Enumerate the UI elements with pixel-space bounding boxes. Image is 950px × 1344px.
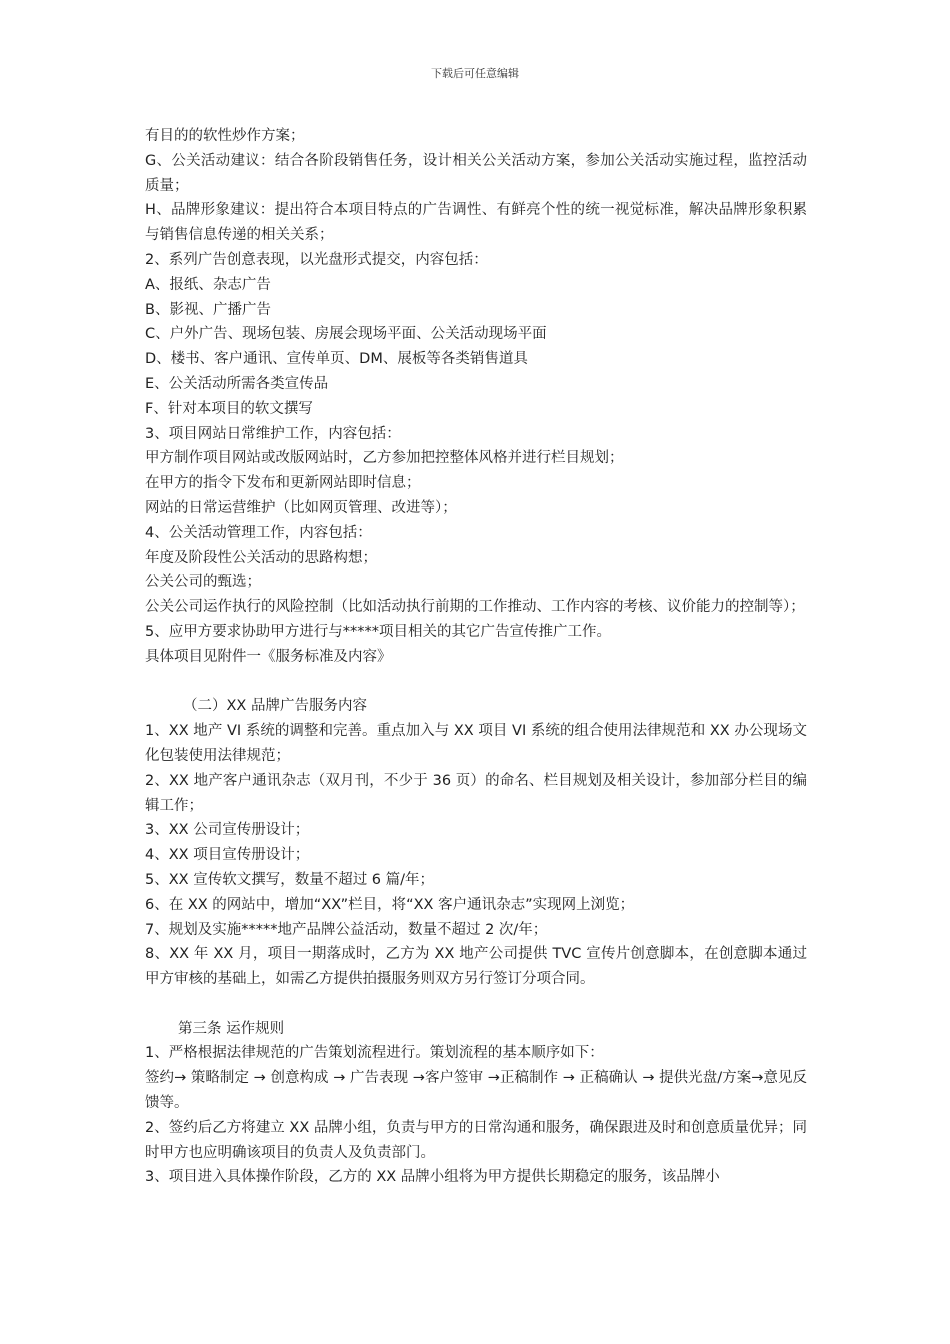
document-body xyxy=(145,124,807,1190)
paragraph: 签约→ 策略制定 → 创意构成 → 广告表现 →客户签审 →正稿制作 → 正稿确认 → 提供光盘/方案→意见反馈等。 xyxy=(145,1070,807,1112)
paragraph: D、楼书、客户通讯、宣传单页、DM、展板等各类销售道具 xyxy=(145,351,528,368)
paragraph: 4、XX 项目宣传册设计； xyxy=(145,847,310,864)
blank-line xyxy=(145,670,807,695)
section-heading: （二）XX 品牌广告服务内容 xyxy=(183,698,367,715)
paragraph: 年度及阶段性公关活动的思路构想； xyxy=(145,549,377,566)
paragraph: 2、系列广告创意表现，以光盘形式提交，内容包括： xyxy=(145,251,488,268)
paragraph: 3、XX 公司宣传册设计； xyxy=(145,822,310,839)
paragraph: 7、规划及实施*****地产品牌公益活动，数量不超过 2 次/年； xyxy=(145,921,548,938)
blank-line xyxy=(145,992,807,1017)
paragraph: 2、签约后乙方将建立 XX 品牌小组，负责与甲方的日常沟通和服务，确保跟进及时和创意质量优异；同时甲方也应明确该项目的负责人及负责部门。 xyxy=(145,1119,807,1161)
paragraph: 1、XX 地产 VI 系统的调整和完善。重点加入与 XX 项目 VI 系统的组合使用法律规范和 XX 办公现场文化包装使用法律规范； xyxy=(145,723,807,764)
paragraph: 4、公关活动管理工作，内容包括： xyxy=(145,524,372,541)
paragraph: G、公关活动建议：结合各阶段销售任务，设计相关公关活动方案，参加公关活动实施过程，监控活动质量； xyxy=(145,152,807,194)
page-header-note: 下载后可任意编辑 xyxy=(431,67,519,80)
paragraph: 5、应甲方要求协助甲方进行与*****项目相关的其它广告宣传推广工作。 xyxy=(145,623,611,640)
paragraph: 具体项目见附件一《服务标准及内容》 xyxy=(145,648,392,665)
paragraph: 3、项目网站日常维护工作，内容包括： xyxy=(145,425,401,442)
paragraph: 8、XX 年 XX 月，项目一期落成时，乙方为 XX 地产公司提供 TVC 宣传片创意脚本，在创意脚本通过甲方审核的基础上，如需乙方提供拍摄服务则双方另行签订分项合同。 xyxy=(145,946,807,988)
paragraph: C、户外广告、现场包装、房展会现场平面、公关活动现场平面 xyxy=(145,326,547,343)
paragraph: 2、XX 地产客户通讯杂志（双月刊，不少于 36 页）的命名、栏目规划及相关设计，参加部分栏目的编辑工作； xyxy=(145,772,807,814)
paragraph: 公关公司的甄选； xyxy=(145,574,261,591)
paragraph: 6、在 XX 的网站中，增加“XX”栏目，将“XX 客户通讯杂志”实现网上浏览； xyxy=(145,896,635,913)
paragraph: F、针对本项目的软文撰写 xyxy=(145,400,313,417)
article-heading: 第三条 运作规则 xyxy=(178,1020,285,1037)
paragraph: 甲方制作项目网站或改版网站时，乙方参加把控整体风格并进行栏目规划； xyxy=(145,450,624,467)
paragraph: 5、XX 宣传软文撰写，数量不超过 6 篇/年； xyxy=(145,871,435,888)
paragraph: A、报纸、杂志广告 xyxy=(145,276,271,293)
paragraph: 1、严格根据法律规范的广告策划流程进行。策划流程的基本顺序如下： xyxy=(145,1045,604,1062)
paragraph: 在甲方的指令下发布和更新网站即时信息； xyxy=(145,475,421,492)
paragraph: 网站的日常运营维护（比如网页管理、改进等）； xyxy=(145,499,457,516)
paragraph: 3、项目进入具体操作阶段，乙方的 XX 品牌小组将为甲方提供长期稳定的服务，该品牌小 xyxy=(145,1169,720,1186)
paragraph: B、影视、广播广告 xyxy=(145,301,271,318)
paragraph: 公关公司运作执行的风险控制（比如活动执行前期的工作推动、工作内容的考核、议价能力的控制等）； xyxy=(145,599,805,616)
paragraph: 有目的的软性炒作方案； xyxy=(145,128,305,144)
paragraph: E、公关活动所需各类宣传品 xyxy=(145,375,329,392)
paragraph: H、品牌形象建议：提出符合本项目特点的广告调性、有鲜亮个性的统一视觉标准，解决品牌形象积累与销售信息传递的相关关系； xyxy=(145,202,807,244)
